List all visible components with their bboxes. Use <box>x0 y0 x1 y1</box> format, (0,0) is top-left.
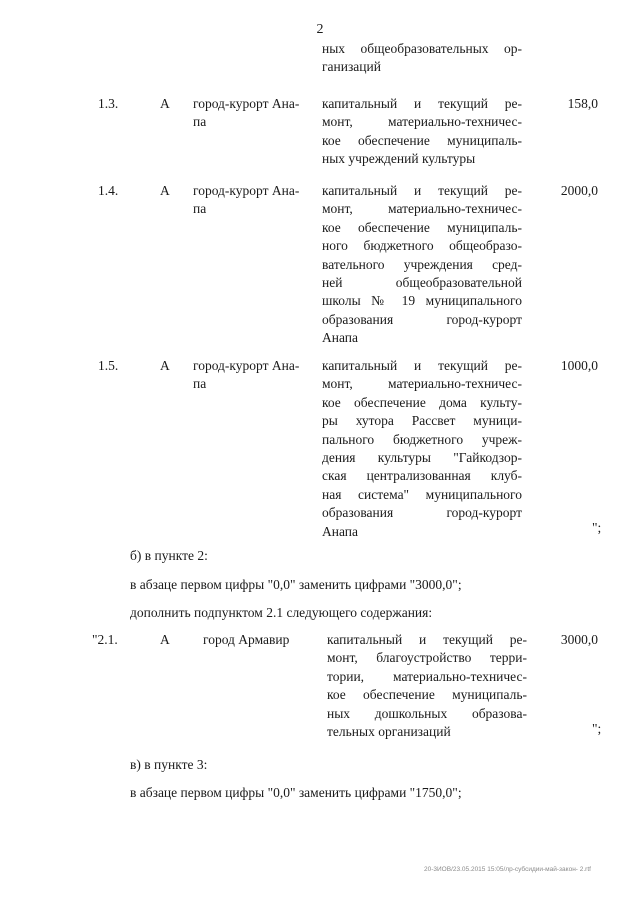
row-description-line: пального бюджетного учреж- <box>322 431 522 447</box>
row-description <box>322 357 522 541</box>
row-description-line: кое обеспечение муниципаль- <box>327 687 527 703</box>
row-description-line: монт, материально-техничес- <box>322 376 522 392</box>
row-municipality: город-курорт Ана- <box>193 96 300 111</box>
row-municipality: город-курорт Ана- <box>193 358 300 373</box>
row-amount: 3000,0 <box>560 632 598 647</box>
row-description-line: кое обеспечение дома культу- <box>322 394 522 410</box>
row-municipality: город-курорт Ана- <box>193 183 300 198</box>
row-description-line: ного бюджетного общеобразо- <box>322 238 522 254</box>
continuation-line: ганизаций <box>322 59 381 75</box>
row-description-line: Анапа <box>322 523 359 539</box>
row-description-line: дения культуры "Гайкодзор- <box>322 450 522 466</box>
row-description-line: ных учреждений культуры <box>322 151 476 167</box>
row-description-line: монт, материально-техничес- <box>322 114 522 130</box>
row-category: А <box>160 183 170 198</box>
row-description <box>322 182 522 348</box>
row-description-line: капитальный и текущий ре- <box>322 96 522 111</box>
continuation-text <box>322 40 522 77</box>
row-number: 1.3. <box>98 96 119 111</box>
closing-quote: "; <box>592 721 602 736</box>
row-municipality: па <box>193 114 207 129</box>
row-description-line: ная система" муниципального <box>322 486 522 502</box>
row-number: 1.4. <box>98 183 119 198</box>
row-description-line: ных дошкольных образова- <box>327 705 527 721</box>
row-description-line: тории, материально-техничес- <box>327 668 527 684</box>
row-description-line: тельных организаций <box>327 724 451 740</box>
continuation-line: ных общеобразовательных ор- <box>322 41 522 56</box>
row-description-line: кое обеспечение муниципаль- <box>322 219 522 235</box>
row-amount: 2000,0 <box>560 183 598 198</box>
row-description-line: монт, благоустройство терри- <box>327 650 527 666</box>
row-amount: 158,0 <box>567 96 598 111</box>
row-description-line: ры хутора Рассвет муници- <box>322 413 522 429</box>
row-amount: 1000,0 <box>560 358 598 373</box>
row-category: А <box>160 96 170 111</box>
row-description-line: монт, материально-техничес- <box>322 201 522 217</box>
row-description-line: школы № 19 муниципального <box>322 293 522 309</box>
row-description-line: образования город-курорт <box>322 505 522 521</box>
row-description-line: кое обеспечение муниципаль- <box>322 132 522 148</box>
row-description-line: вательного учреждения сред- <box>322 256 522 272</box>
row-category: А <box>160 632 170 647</box>
paragraph-v: в) в пункте 3: <box>130 757 208 772</box>
row-description-line: ней общеобразовательной <box>322 275 522 291</box>
row-description-line: ская централизованная клуб- <box>322 468 522 484</box>
page-number: 2 <box>316 22 324 37</box>
paragraph-b-1: в абзаце первом цифры "0,0" заменить цифрами "3000,0"; <box>130 577 462 592</box>
row-description-line: образования город-курорт <box>322 311 522 327</box>
closing-quote: "; <box>592 520 602 535</box>
row-description <box>327 631 527 741</box>
paragraph-v-1: в абзаце первом цифры "0,0" заменить цифрами "1750,0"; <box>130 785 462 800</box>
paragraph-b: б) в пункте 2: <box>130 548 208 563</box>
footer-filename: 20-3ИОВ/23.05.2015 15:05/лр-субсидии-май-закон- 2.rtf <box>424 866 591 873</box>
row-municipality: па <box>193 376 207 391</box>
row-description-line: Анапа <box>322 330 359 346</box>
row-description-line: капитальный и текущий ре- <box>327 632 527 647</box>
paragraph-b-2: дополнить подпунктом 2.1 следующего содержания: <box>130 605 433 620</box>
row-number: 1.5. <box>98 358 119 373</box>
row-description-line: капитальный и текущий ре- <box>322 358 522 373</box>
row-municipality: па <box>193 201 207 216</box>
row-description-line: капитальный и текущий ре- <box>322 183 522 198</box>
row-description <box>322 95 522 169</box>
row-municipality: город Армавир <box>203 632 290 647</box>
row-category: А <box>160 358 170 373</box>
row-number: "2.1. <box>92 632 118 647</box>
